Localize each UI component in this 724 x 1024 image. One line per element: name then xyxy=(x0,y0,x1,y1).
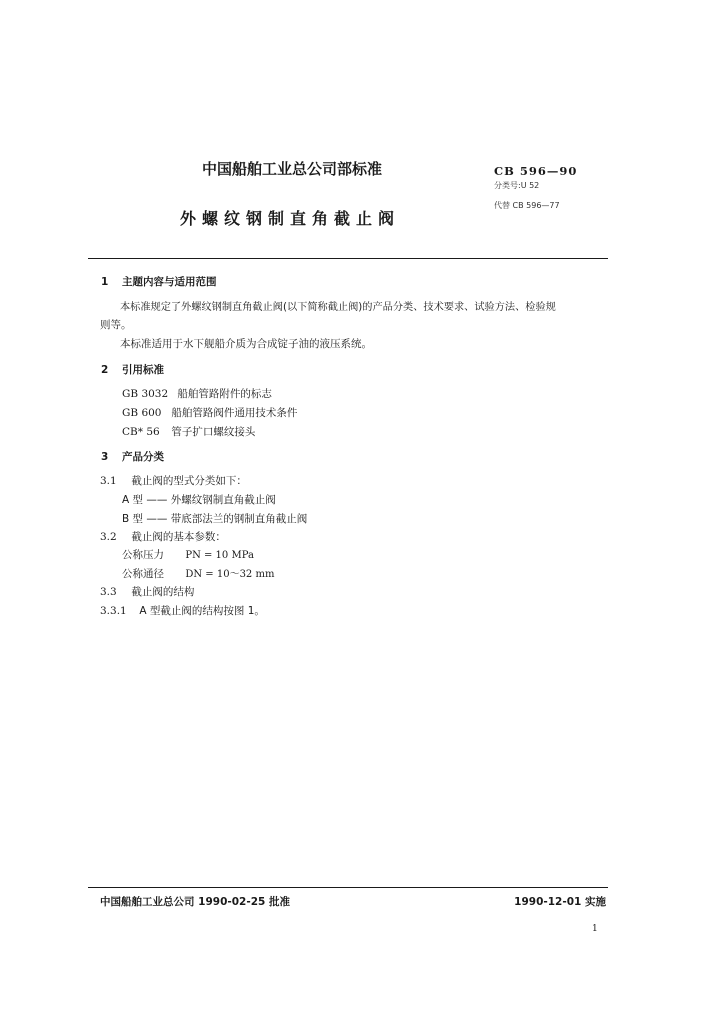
type-b-item: B 型 —— 带底部法兰的钢制直角截止阀 xyxy=(122,513,308,525)
standard-number: CB 596—90 xyxy=(494,164,578,178)
section-2-number: 2 xyxy=(101,364,109,376)
section-1-paragraph-2: 本标准适用于水下舰船介质为合成锭子油的液压系统。 xyxy=(120,338,372,350)
clause-text: 截止阀的结构 xyxy=(131,586,195,598)
page-number: 1 xyxy=(592,924,598,934)
replaces-standard: 代替 CB 596—77 xyxy=(494,201,560,210)
reference-code: CB* 56 xyxy=(122,426,160,438)
clause-text: A 型截止阀的结构按图 1。 xyxy=(139,605,265,617)
nominal-diameter-value: DN = 10～32 mm xyxy=(185,569,275,580)
org-standard-title: 中国船舶工业总公司部标准 xyxy=(202,160,383,178)
classification-number: 分类号:U 52 xyxy=(494,181,540,190)
section-3-heading xyxy=(101,449,164,464)
reference-code: GB 3032 xyxy=(122,388,169,400)
clause-3-3 xyxy=(100,584,194,599)
clause-text: 截止阀的型式分类如下： xyxy=(131,475,247,487)
reference-item xyxy=(122,386,272,401)
reference-item xyxy=(122,405,297,420)
nominal-pressure-label: 公称压力 xyxy=(122,549,164,561)
clause-number: 3.3.1 xyxy=(100,605,127,617)
nominal-diameter-label: 公称通径 xyxy=(122,568,164,580)
reference-name: 船舶管路阀件通用技术条件 xyxy=(171,407,298,419)
clause-3-2 xyxy=(100,529,226,544)
approval-line: 中国船舶工业总公司 1990-02-25 批准 xyxy=(100,896,290,908)
clause-text: 截止阀的基本参数： xyxy=(131,531,226,543)
reference-code: GB 600 xyxy=(122,407,162,419)
section-1-title: 主题内容与适用范围 xyxy=(121,276,217,288)
clause-number: 3.3 xyxy=(100,586,117,598)
section-1-number: 1 xyxy=(101,276,109,288)
section-1-paragraph-1-line-2: 则等。 xyxy=(100,319,132,331)
type-a-item: A 型 —— 外螺纹钢制直角截止阀 xyxy=(122,494,276,506)
effective-date-line: 1990-12-01 实施 xyxy=(514,896,606,908)
header-rule xyxy=(88,258,608,259)
section-3-number: 3 xyxy=(101,451,109,463)
nominal-pressure-row xyxy=(122,547,254,562)
clause-number: 3.1 xyxy=(100,475,117,487)
document-title: 外螺纹钢制直角截止阀 xyxy=(180,209,401,228)
reference-name: 管子扩口螺纹接头 xyxy=(171,426,256,438)
clause-3-3-1 xyxy=(100,603,265,618)
section-2-heading xyxy=(101,362,164,377)
clause-number: 3.2 xyxy=(100,531,117,543)
nominal-diameter-row xyxy=(122,565,274,581)
reference-item xyxy=(122,424,255,439)
nominal-pressure-value: PN = 10 MPa xyxy=(185,550,254,561)
clause-3-1 xyxy=(100,473,247,488)
reference-name: 船舶管路附件的标志 xyxy=(177,388,272,400)
footer-rule xyxy=(88,887,608,888)
section-3-title: 产品分类 xyxy=(121,451,164,463)
section-2-title: 引用标准 xyxy=(121,364,164,376)
section-1-paragraph-1-line-1: 本标准规定了外螺纹钢制直角截止阀(以下简称截止阀)的产品分类、技术要求、试验方法、检验规 xyxy=(120,302,556,313)
section-1-heading xyxy=(101,274,216,289)
